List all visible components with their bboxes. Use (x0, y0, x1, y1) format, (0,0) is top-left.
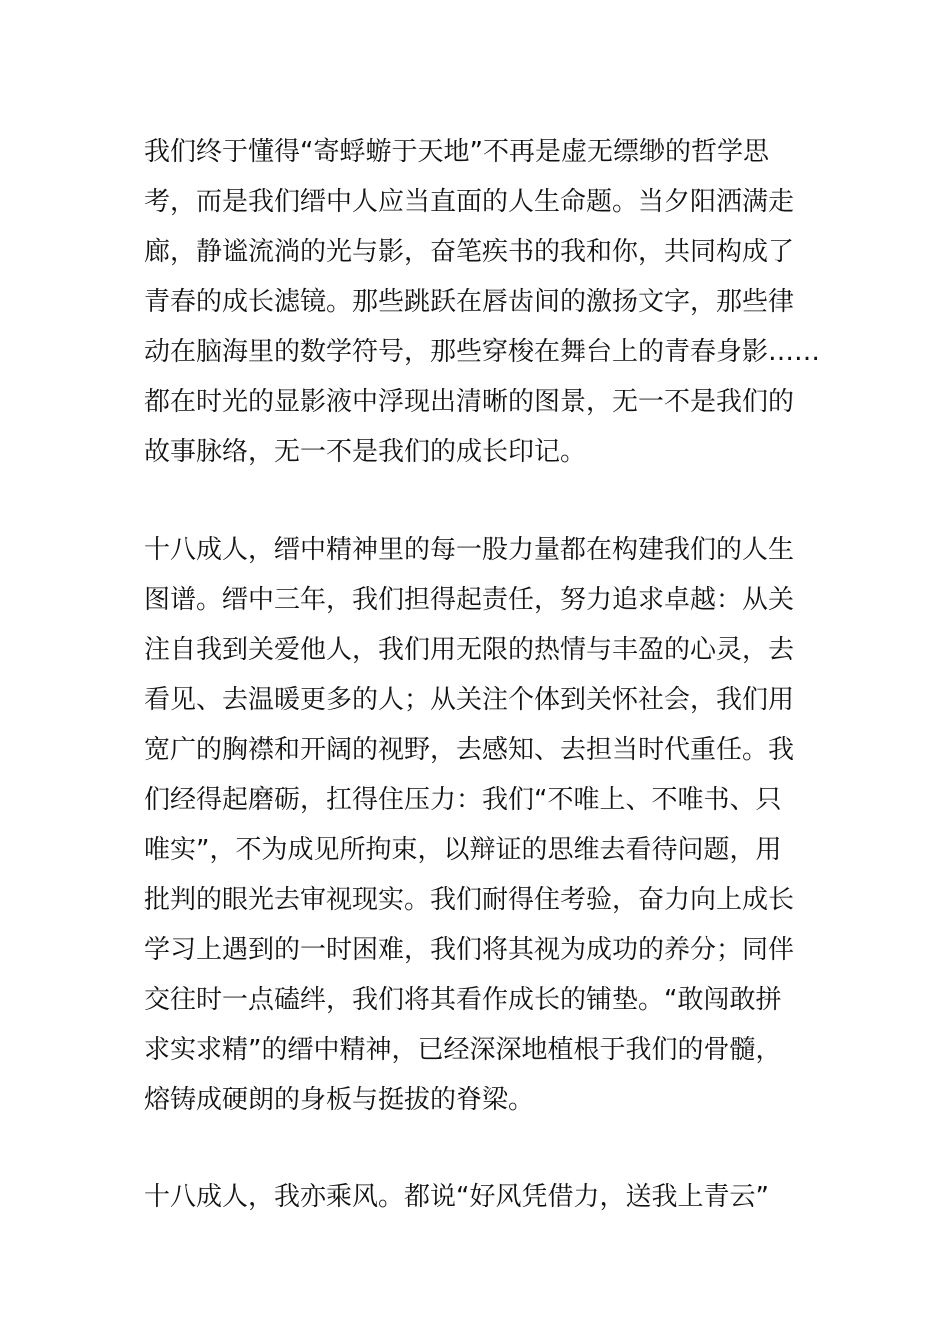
text-line: 求实求精”的缙中精神，已经深深地植根于我们的骨髓， (144, 1035, 782, 1065)
text-line: 动在脑海里的数学符号，那些穿梭在舞台上的青春身影…… (144, 337, 821, 367)
text-line: 唯实”，不为成见所拘束，以辩证的思维去看待问题，用 (144, 835, 782, 865)
text-line: 十八成人，缙中精神里的每一股力量都在构建我们的人生 (144, 535, 795, 565)
text-line: 故事脉络，无一不是我们的成长印记。 (144, 437, 587, 467)
text-line: 们经得起磨砺，扛得住压力：我们“不唯上、不唯书、只 (144, 785, 782, 815)
text-line: 看见、去温暖更多的人；从关注个体到关怀社会，我们用 (144, 685, 795, 715)
text-line: 批判的眼光去审视现实。我们耐得住考验，奋力向上成长 (144, 885, 795, 915)
paragraph-1 (144, 127, 824, 477)
paragraph-3 (144, 1172, 824, 1222)
text-line: 注自我到关爱他人，我们用无限的热情与丰盈的心灵，去 (144, 635, 795, 665)
text-line: 都在时光的显影液中浮现出清晰的图景，无一不是我们的 (144, 387, 795, 417)
text-line: 图谱。缙中三年，我们担得起责任，努力追求卓越：从关 (144, 585, 795, 615)
text-line: 十八成人，我亦乘风。都说“好风凭借力，送我上青云” (144, 1182, 769, 1212)
text-line: 我们终于懂得“寄蜉蝣于天地”不再是虚无缥缈的哲学思 (144, 137, 769, 167)
paragraph-2 (144, 525, 824, 1125)
text-line: 学习上遇到的一时困难，我们将其视为成功的养分；同伴 (144, 935, 795, 965)
text-line: 宽广的胸襟和开阔的视野，去感知、去担当时代重任。我 (144, 735, 795, 765)
text-line: 熔铸成硬朗的身板与挺拔的脊梁。 (144, 1085, 535, 1115)
text-line: 廊，静谧流淌的光与影，奋笔疾书的我和你，共同构成了 (144, 237, 795, 267)
text-line: 考，而是我们缙中人应当直面的人生命题。当夕阳洒满走 (144, 187, 795, 217)
text-line: 交往时一点磕绊，我们将其看作成长的铺垫。“敢闯敢拼 (144, 985, 782, 1015)
text-line: 青春的成长滤镜。那些跳跃在唇齿间的激扬文字，那些律 (144, 287, 795, 317)
